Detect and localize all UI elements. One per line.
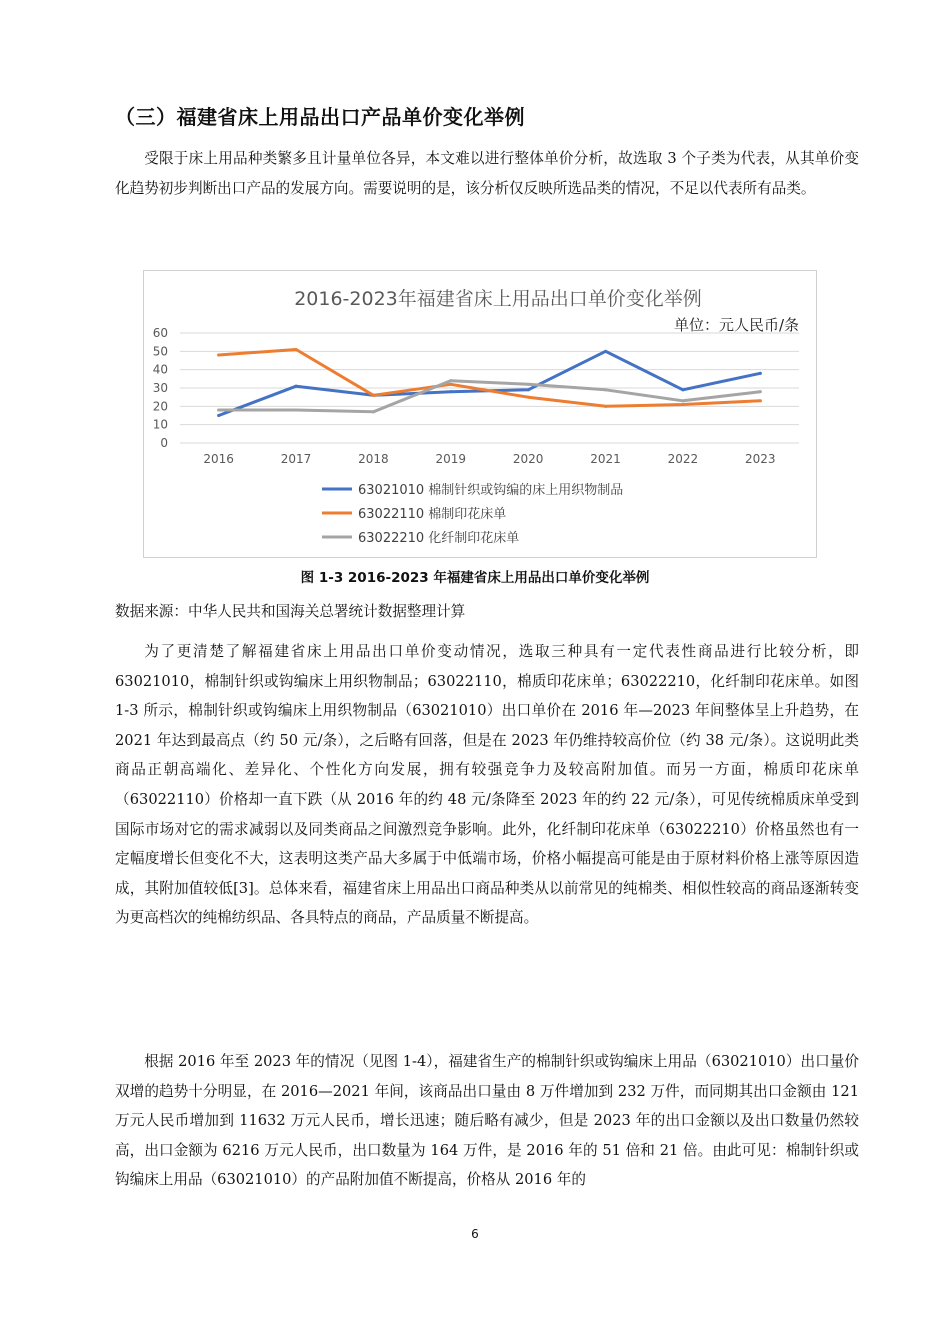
chart-gridlines (180, 333, 799, 443)
x-tick-label: 2016 (203, 452, 234, 466)
x-tick-label: 2018 (358, 452, 389, 466)
data-point (449, 390, 452, 393)
data-point (295, 348, 298, 351)
data-point (681, 403, 684, 406)
y-tick-label: 0 (160, 436, 168, 450)
chart-legend (322, 482, 623, 546)
data-source: 数据来源：中华人民共和国海关总署统计数据整理计算 (115, 603, 466, 620)
data-point (217, 414, 220, 417)
data-point (759, 390, 762, 393)
data-point (372, 410, 375, 413)
y-tick-label: 40 (152, 362, 168, 377)
chart-x-axis (203, 452, 775, 466)
data-point (604, 350, 607, 353)
x-tick-label: 2021 (590, 452, 621, 466)
series-line-2 (219, 350, 761, 407)
legend-label: 63022210 化纤制印花床单 (358, 531, 520, 546)
intro-paragraph: 受限于床上用品种类繁多且计量单位各异，本文难以进行整体单价分析，故选取 3 个子类为代表，从其单价变化趋势初步判断出口产品的发展方向。需要说明的是，该分析仅反映所选品类的情况，不足以代表所有品类。 (115, 150, 859, 197)
data-point (604, 405, 607, 408)
volume-paragraph: 根据 2016 年至 2023 年的情况（见图 1-4），福建省生产的棉制针织或钩编床上用品（63021010）出口量价双增的趋势十分明显，在 2016—2021 年间，该商品出口量由 8 万件增加到 232 万件，而同期其出口金额由 121 万元人民币增加到 11632 万元人民币，增长迅速；随后略有减少，但是 2023 年的出口金额以及出口数量仍然较高，出口金额为 6216 万元人民币，出口数量为 164 万件，是 2016 年的 51 倍和 21 倍。由此可见：棉制针织或钩编床上用品（63021010）的产品附加值不断提高，价格从 2016 年的 (115, 1053, 859, 1189)
analysis-paragraph: 为了更清楚了解福建省床上用品出口单价变动情况，选取三种具有一定代表性商品进行比较分析，即 63021010，棉制针织或钩编床上用织物制品；63022110，棉质印花床单；63022210，化纤制印花床单。如图 1-3 所示，棉制针织或钩编床上用织物制品（63021010）出口单价在 2016 年—2023 年间整体呈上升趋势，在 2021 年达到最高点（约 50 元/条），之后略有回落，但是在 2023 年仍维持较高价位（约 38 元/条）。这说明此类商品正朝高端化、差异化、个性化方向发展，拥有较强竞争力及较高附加值。而另一方面，棉质印花床单（63022110）价格却一直下跌（从 2016 年的约 48 元/条降至 2023 年的约 22 元/条），可见传统棉质床单受到国际市场对它的需求减弱以及同类商品之间激烈竞争影响。此外，化纤制印花床单（63022210）价格虽然也有一定幅度增长但变化不大，这表明这类产品大多属于中低端市场，价格小幅提高可能是由于原材料价格上涨等原因造成，其附加值较低[3]。总体来看，福建省床上用品出口商品种类从以前常见的纯棉类、相似性较高的商品逐渐转变为更高档次的纯棉纺织品、各具特点的商品，产品质量不断提高。 (115, 643, 859, 927)
data-point (527, 383, 530, 386)
chart-title: 2016-2023年福建省床上用品出口单价变化举例 (294, 288, 702, 310)
section-heading: （三）福建省床上用品出口产品单价变化举例 (115, 105, 525, 129)
data-point (449, 379, 452, 382)
chart-unit-label: 单位：元人民币/条 (673, 316, 799, 334)
page-number: 6 (471, 1227, 479, 1241)
y-tick-label: 50 (152, 344, 168, 359)
data-point (217, 409, 220, 412)
data-point (681, 399, 684, 402)
data-point (217, 354, 220, 357)
data-point (527, 396, 530, 399)
x-tick-label: 2020 (512, 452, 544, 466)
data-point (681, 388, 684, 391)
legend-label: 63022110 棉制印花床单 (358, 507, 507, 522)
x-tick-label: 2022 (667, 452, 699, 466)
data-point (295, 409, 298, 412)
chart-y-axis (153, 326, 168, 450)
data-point (372, 394, 375, 397)
x-tick-label: 2023 (745, 452, 776, 466)
data-point (604, 388, 607, 391)
y-tick-label: 30 (152, 381, 168, 395)
x-tick-label: 2019 (435, 452, 467, 466)
x-tick-label: 2017 (280, 452, 312, 466)
data-point (527, 388, 530, 391)
data-point (759, 399, 762, 402)
figure-caption: 图 1-3 2016-2023 年福建省床上用品出口单价变化举例 (300, 570, 650, 586)
data-point (295, 385, 298, 388)
line-chart (143, 270, 817, 558)
y-tick-label: 20 (152, 399, 168, 414)
y-tick-label: 60 (152, 326, 168, 340)
y-tick-label: 10 (152, 417, 168, 432)
legend-label: 63021010 棉制针织或钩编的床上用织物制品 (358, 483, 624, 498)
data-point (449, 383, 452, 386)
chart-svg (144, 271, 816, 557)
data-point (759, 372, 762, 375)
